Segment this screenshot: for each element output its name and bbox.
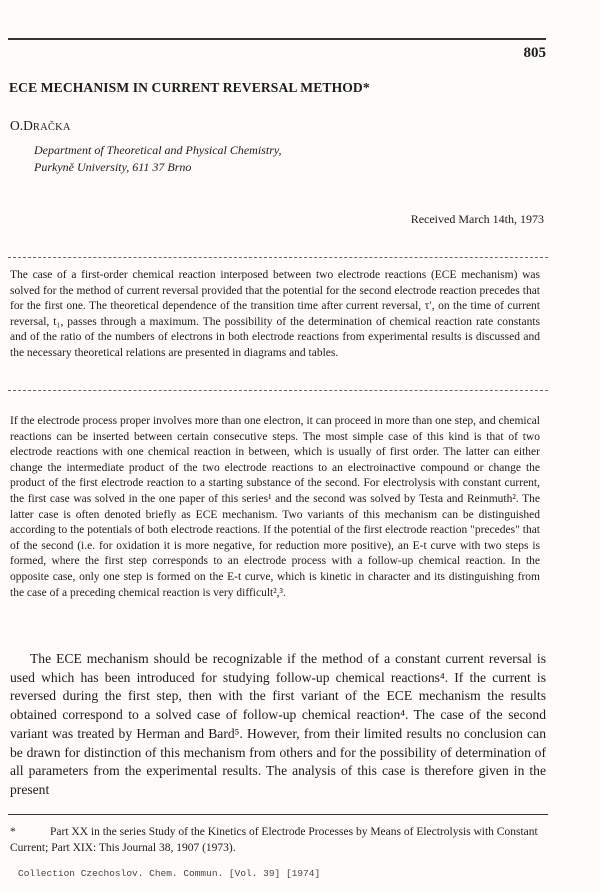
author-surname-first: D bbox=[23, 118, 33, 133]
journal-footer: Collection Czechoslov. Chem. Commun. [Vol. 39] [1974] bbox=[18, 868, 321, 879]
abstract: The case of a first-order chemical reaction interposed between two electrode reactions (ECE mechanism) was solved for the method of current reversal provided that the potential for the second electrode reaction precedes that for the first one. The theoretical dependence of the transition time after current reversal, τ′, on the time of current reversal, t₁, passes through a maximum. The possibility of the determination of chemical reaction rate constants and of the ratio of the numbers of electrons in both electrode reactions from experimental results is discussed and the necessary theoretical relations are presented in diagrams and tables. bbox=[10, 269, 540, 359]
abstract-top-rule bbox=[8, 257, 548, 258]
footnote-mark: * bbox=[10, 826, 16, 838]
footnote-rule bbox=[8, 814, 548, 815]
author-surname-rest: RAČKA bbox=[32, 122, 71, 133]
intro-paragraph: If the electrode process proper involves more than one electron, it can proceed in more than one step, and chemical reactions can be inserted between certain consecutive steps. The most simple case of this kind is that of two electrode reactions with one chemical reaction in between, which is usually of first order. The latter can either change the intermediate product of the two electrode reactions to an electroinactive compound or change the product of the first electrode reaction to a starting substance of the second. For electrolysis with constant current, the first case was solved in the one paper of this series¹ and the second was solved by Testa and Reinmuth². The latter case is often denoted briefly as ECE mechanism. Two variants of this mechanism can be distinguished according to the potentials of both electrode reactions. If the potential of the first electrode reaction "precedes" that of the second (i.e. for oxidation it is more negative, for reduction more positive), an E-t curve with two steps is formed, where the first step corresponds to an electrode process with a follow-up chemical reaction. In the opposite case, only one step is formed on the E-t curve, which is kinetic in character and its distinguishing from the case of a preceding chemical reaction is very difficult²,³. bbox=[10, 415, 540, 599]
main-paragraph: The ECE mechanism should be recognizable if the method of a constant current reversal is used which has been introduced for studying follow-up chemical reactions⁴. If the current is reversed during the first step, then with the first variant of the ECE mechanism the results obtained correspond to a solved case of follow-up chemical reaction⁴. The case of the second variant was treated by Herman and Bard⁵. However, from their limited results no conclusion can be drawn for distinction of this mechanism from others and for the possibility of determination of all parameters from the experimental results. The analysis of this case is therefore given in the present bbox=[10, 651, 546, 797]
footnote bbox=[10, 825, 546, 856]
header-rule bbox=[8, 38, 546, 40]
author-initial: O. bbox=[10, 118, 24, 133]
affiliation-line: Purkyně University, 611 37 Brno bbox=[34, 160, 192, 174]
page-number: 805 bbox=[523, 45, 546, 61]
author bbox=[10, 118, 71, 134]
received-date: Received March 14th, 1973 bbox=[410, 212, 544, 226]
abstract-bottom-rule bbox=[8, 390, 548, 391]
affiliation-line: Department of Theoretical and Physical Chemistry, bbox=[34, 143, 282, 157]
affiliation bbox=[34, 142, 282, 176]
footnote-text: Part XX in the series Study of the Kinetics of Electrode Processes by Means of Electrolysis with Constant Current; Part XIX: This Journal 38, 1907 (1973). bbox=[10, 826, 538, 854]
article-title: ECE MECHANISM IN CURRENT REVERSAL METHOD* bbox=[9, 80, 370, 95]
